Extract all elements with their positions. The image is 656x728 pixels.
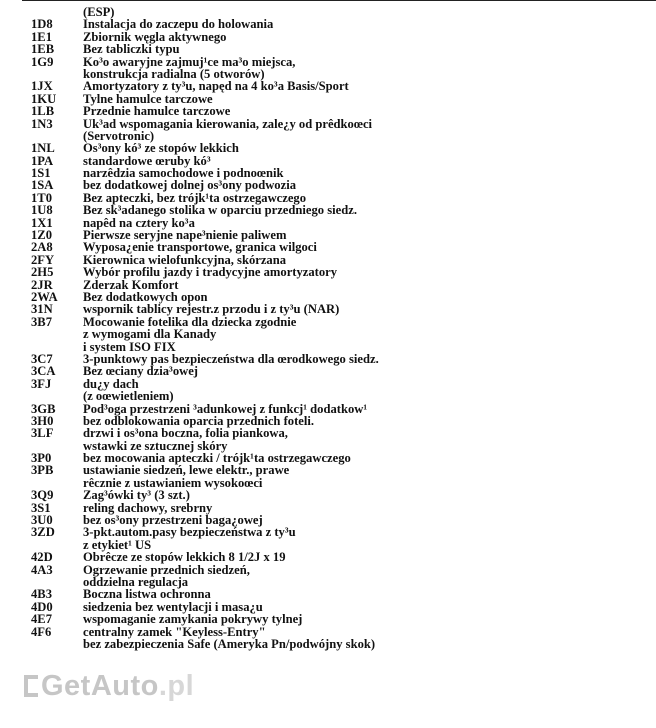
option-code: 4B3 — [31, 587, 52, 602]
option-description: rêcznie z ustawianiem wysokoœci — [83, 475, 263, 490]
option-description: narzêdzia samochodowe i podnoœnik — [83, 166, 284, 181]
option-code: 1LB — [31, 104, 55, 119]
option-code: 3PB — [31, 463, 54, 478]
option-description: bez zabezpieczenia Safe (Ameryka Pn/podwójny skok) — [83, 636, 376, 651]
option-description: Zderzak Komfort — [83, 277, 179, 292]
equipment-code-list — [0, 6, 656, 650]
option-description: Przednie hamulce tarczowe — [83, 104, 231, 119]
option-description: Uk³ad wspomagania kierowania, zale¿y od prêdkoœci — [83, 116, 373, 131]
option-code: 1KU — [31, 91, 57, 106]
option-code: 3ZD — [31, 525, 55, 540]
option-description: bez os³ony przestrzeni baga¿owej — [83, 513, 263, 528]
option-description: Amortyzatory z ty³u, napęd na 4 ko³a Basis/Sport — [83, 79, 349, 94]
option-code: 1Z0 — [31, 228, 52, 243]
option-code: 2H5 — [31, 265, 54, 280]
option-description: i system ISO FIX — [83, 339, 176, 354]
option-description: konstrukcja radialna (5 otworów) — [83, 66, 265, 81]
option-description: Bez œciany dzia³owej — [83, 364, 198, 379]
option-row — [0, 142, 656, 154]
option-row — [0, 105, 656, 117]
option-code: 1U8 — [31, 203, 53, 218]
option-description: 3-pkt.autom.pasy bezpieczeństwa z ty³u — [83, 525, 296, 540]
option-description: Pod³oga przestrzeni ³adunkowej z funkcj¹ dodatkow¹ — [83, 401, 368, 416]
option-code: 1D8 — [31, 17, 53, 32]
option-code: 2WA — [31, 289, 58, 304]
option-code: 3FJ — [31, 376, 52, 391]
option-description: du¿y dach — [83, 376, 139, 391]
option-row — [0, 328, 656, 340]
option-code: 3S1 — [31, 500, 51, 515]
option-description: bez mocowania apteczki / trójk¹ta ostrzegawczego — [83, 451, 351, 466]
option-code: 1E1 — [31, 29, 52, 44]
option-description: centralny zamek "Keyless-Entry" — [83, 624, 266, 639]
option-code: 3B7 — [31, 314, 52, 329]
option-description: (ESP) — [83, 5, 115, 19]
option-code: 1N3 — [31, 116, 53, 131]
option-row — [0, 526, 656, 538]
watermark-brand: GetAuto — [41, 670, 159, 702]
option-code: 1EB — [31, 42, 55, 57]
option-row — [0, 613, 656, 625]
option-description: (Servotronic) — [83, 128, 155, 143]
option-description: reling dachowy, srebrny — [83, 500, 213, 515]
option-code: 1NL — [31, 141, 55, 156]
option-description: 3-punktowy pas bezpieczeństwa dla œrodkowego siedz. — [83, 351, 379, 366]
option-description: Instalacja do zaczepu do holowania — [83, 17, 274, 32]
option-code: 3C7 — [31, 351, 53, 366]
option-description: napêd na cztery ko³a — [83, 215, 195, 230]
option-code: 3Q9 — [31, 488, 54, 503]
option-description: Zag³ówki ty³ (3 szt.) — [83, 488, 190, 503]
option-row — [0, 80, 656, 92]
option-code: 42D — [31, 550, 53, 565]
option-row — [0, 365, 656, 377]
option-description: (z oœwietleniem) — [83, 389, 174, 404]
option-description: Bez tabliczki typu — [83, 42, 180, 57]
option-row — [0, 266, 656, 278]
top-rule — [22, 0, 656, 1]
option-row — [0, 464, 656, 476]
option-row — [0, 551, 656, 563]
option-code: 4A3 — [31, 562, 53, 577]
option-description: wspornik tablicy rejestr.z przodu i z ty³u (NAR) — [83, 302, 340, 317]
option-description: drzwi i os³ona boczna, folia piankowa, — [83, 426, 288, 441]
option-row — [0, 241, 656, 253]
option-code: 3U0 — [31, 513, 53, 528]
option-code — [0, 390, 83, 402]
option-description: Bez apteczki, bez trójk¹ta ostrzegawczego — [83, 190, 307, 205]
option-description: Pierwsze seryjne nape³nienie paliwem — [83, 228, 287, 243]
option-row — [0, 427, 656, 439]
option-description: wspomaganie zamykania pokrywy tylnej — [83, 612, 303, 627]
option-code: 1X1 — [31, 215, 53, 230]
option-description: Bez dodatkowych opon — [83, 289, 208, 304]
option-description: Bez sk³adanego stolika w oparciu przedniego siedz. — [83, 203, 357, 218]
option-description: Wyposa¿enie transportowe, granica wilgoci — [83, 240, 317, 255]
option-row — [0, 588, 656, 600]
option-code: 2FY — [31, 252, 55, 267]
option-description: Kierownica wielofunkcyjna, skórzana — [83, 252, 287, 267]
option-description: oddzielna regulacja — [83, 574, 189, 589]
option-description: bez dodatkowej dolnej os³ony podwozia — [83, 178, 296, 193]
option-code: 3P0 — [31, 451, 52, 466]
option-description: Mocowanie fotelika dla dziecka zgodnie — [83, 314, 297, 329]
option-description: Tylne hamulce tarczowe — [83, 91, 213, 106]
option-code: 1T0 — [31, 190, 52, 205]
option-code: 3CA — [31, 364, 56, 379]
option-description: Ko³o awaryjne zajmuj¹ce ma³o miejsca, — [83, 54, 296, 69]
option-code: 1SA — [31, 178, 54, 193]
option-description: standardowe œruby kó³ — [83, 153, 211, 168]
option-description: wstawki ze sztucznej skóry — [83, 438, 228, 453]
option-description: Ogrzewanie przednich siedzeń, — [83, 562, 250, 577]
option-description: Wybór profilu jazdy i tradycyjne amortyzatory — [83, 265, 338, 280]
option-description: siedzenia bez wentylacji i masa¿u — [83, 599, 263, 614]
option-code: 1JX — [31, 79, 53, 94]
option-description: Obrêcze ze stopów lekkich 8 1/2J x 19 — [83, 550, 286, 565]
option-code — [0, 638, 83, 650]
option-description: z etykiet¹ US — [83, 537, 152, 552]
option-description: Boczna listwa ochronna — [83, 587, 211, 602]
option-description: Os³ony kó³ ze stopów lekkich — [83, 141, 239, 156]
option-description: z wymogami dla Kanady — [83, 327, 217, 342]
option-row — [0, 179, 656, 191]
option-row — [0, 204, 656, 216]
option-code: 3LF — [31, 426, 54, 441]
option-code: 2JR — [31, 277, 53, 292]
option-code: 1S1 — [31, 166, 51, 181]
watermark-domain: .pl — [158, 670, 195, 702]
option-code: 2A8 — [31, 240, 53, 255]
option-code: 4E7 — [31, 612, 52, 627]
getauto-logo-icon — [24, 675, 38, 697]
option-code: 4F6 — [31, 624, 52, 639]
option-code: 3GB — [31, 401, 56, 416]
option-row — [0, 18, 656, 30]
option-code: 31N — [31, 302, 53, 317]
option-code: 1PA — [31, 153, 54, 168]
option-row — [0, 43, 656, 55]
option-row — [0, 303, 656, 315]
option-row — [0, 489, 656, 501]
option-description: bez odblokowania oparcia przednich foteli. — [83, 413, 315, 428]
option-row — [0, 390, 656, 402]
option-description: Zbiornik węgla aktywnego — [83, 29, 227, 44]
site-watermark — [24, 670, 194, 703]
option-row — [0, 638, 656, 650]
option-code: 4D0 — [31, 599, 53, 614]
option-code — [0, 328, 83, 340]
option-description: ustawianie siedzeń, lewe elektr., prawe — [83, 463, 290, 478]
option-code: 1G9 — [31, 54, 54, 69]
option-code: 3H0 — [31, 413, 54, 428]
